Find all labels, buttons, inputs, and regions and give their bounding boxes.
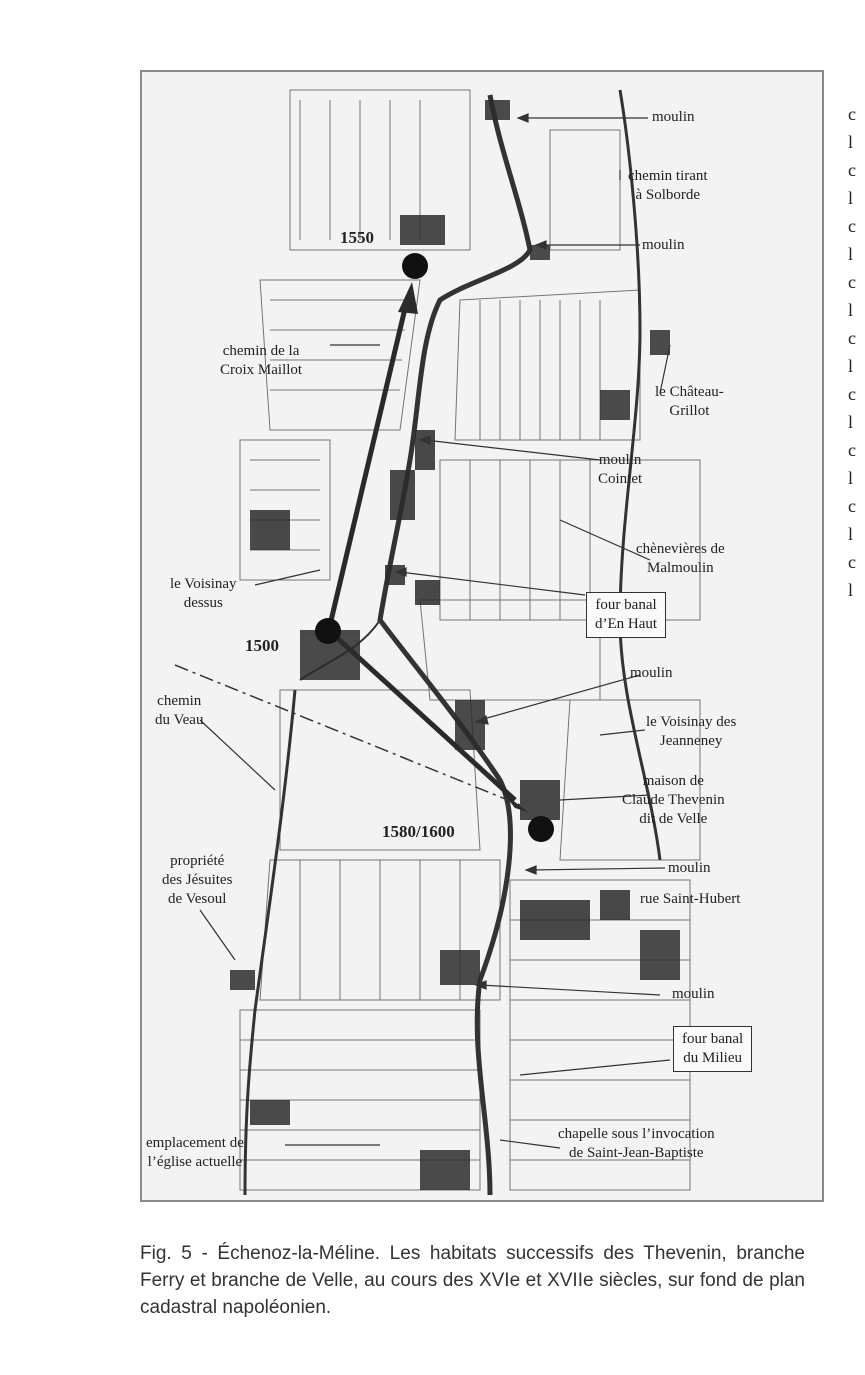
edge-char: c	[848, 272, 856, 292]
edge-char: c	[848, 552, 856, 572]
edge-char: l	[848, 468, 854, 488]
label-chateau-grillot	[655, 383, 724, 421]
label-voisinay-jeanneney	[646, 713, 736, 751]
label-chapelle	[558, 1125, 715, 1163]
label-voisinay-dessus-line1: le Voisinay	[170, 576, 237, 592]
label-four-banal-milieu	[673, 1026, 752, 1072]
edge-char: l	[848, 188, 854, 208]
label-croix-maillot-line2: Croix Maillot	[220, 362, 303, 378]
label-chemin-veau	[155, 692, 203, 730]
label-moulin-cointet-line1: moulin	[598, 452, 642, 468]
edge-char: l	[848, 300, 854, 320]
label-four-banal-milieu-line1: four banal	[682, 1031, 744, 1047]
edge-char: l	[848, 356, 854, 376]
label-eglise	[146, 1134, 244, 1172]
label-four-banal-milieu-line2: du Milieu	[683, 1050, 742, 1066]
label-voisinay-dessus-line2: dessus	[183, 595, 223, 611]
label-four-banal-haut-line1: four banal	[595, 597, 657, 613]
label-jesuites-line3: de Vesoul	[167, 891, 227, 907]
label-chemin-solborde-line2: à Solborde	[635, 187, 701, 203]
edge-char: c	[848, 160, 856, 180]
year-label-1580: 1580/1600	[382, 822, 455, 841]
label-chenevieres-line2: Malmoulin	[647, 560, 714, 576]
label-moulin-4: moulin	[668, 860, 711, 876]
label-maison-thevenin-line3: dit de Velle	[639, 811, 708, 827]
cropped-adjacent-text	[848, 100, 865, 604]
label-chemin-veau-line2: du Veau	[155, 712, 204, 728]
label-chapelle-line1: chapelle sous l’invocation	[558, 1126, 715, 1142]
label-chateau-grillot-line2: Grillot	[669, 403, 710, 419]
label-chenevieres-line1: chènevières de	[636, 541, 725, 557]
label-moulin-2: moulin	[642, 237, 685, 253]
label-moulin-north: moulin	[652, 109, 695, 125]
label-voisinay-dessus	[170, 575, 237, 613]
label-chenevieres	[636, 540, 725, 578]
label-croix-maillot-line1: chemin de la	[222, 343, 300, 359]
edge-char: l	[848, 524, 854, 544]
label-four-banal-haut-line2: d’En Haut	[595, 616, 658, 632]
edge-char: l	[848, 132, 854, 152]
edge-char: c	[848, 216, 856, 236]
label-jesuites	[162, 852, 232, 909]
edge-char: l	[848, 580, 854, 600]
label-maison-thevenin	[622, 772, 725, 829]
label-chateau-grillot-line1: le Château-	[655, 384, 724, 400]
label-chemin-veau-line1: chemin	[157, 693, 202, 709]
edge-char: c	[848, 328, 856, 348]
label-chapelle-line2: de Saint-Jean-Baptiste	[569, 1145, 704, 1161]
label-moulin-cointet-line2: Cointet	[598, 471, 643, 487]
label-maison-thevenin-line2: Claude Thevenin	[622, 792, 725, 808]
label-jesuites-line2: des Jésuites	[162, 872, 233, 888]
edge-char: l	[848, 244, 854, 264]
habitat-dot-1550	[402, 253, 428, 279]
habitat-dot-1500	[315, 618, 341, 644]
label-eglise-line2: l’église actuelle	[147, 1154, 243, 1170]
edge-char: c	[848, 104, 856, 124]
label-croix-maillot	[220, 342, 302, 380]
label-voisinay-jeanneney-line2: Jeanneney	[659, 733, 723, 749]
label-jesuites-line1: propriété	[170, 853, 225, 869]
habitat-dot-1580	[528, 816, 554, 842]
label-chemin-solborde	[628, 167, 708, 205]
edge-char: l	[848, 412, 854, 432]
year-label-1550: 1550	[340, 228, 374, 247]
figure-caption: Fig. 5 - Échenoz-la-Méline. Les habitats successifs des Thevenin, branche Ferry et branche de Velle, au cours des XVIe et XVIIe siècles, sur fond de plan cadastral napoléonien.	[140, 1243, 805, 1318]
label-eglise-line1: emplacement de	[146, 1135, 244, 1151]
edge-char: c	[848, 384, 856, 404]
label-voisinay-jeanneney-line1: le Voisinay des	[646, 714, 737, 730]
label-chemin-solborde-line1: chemin tirant	[628, 168, 708, 184]
edge-char: c	[848, 496, 856, 516]
label-four-banal-haut	[586, 592, 666, 638]
label-rue-saint-hubert: rue Saint-Hubert	[640, 891, 741, 907]
year-label-1500: 1500	[245, 636, 279, 655]
migration-arrows	[330, 282, 528, 812]
label-moulin-3: moulin	[630, 665, 673, 681]
label-moulin-cointet	[598, 451, 642, 489]
label-maison-thevenin-line1: maison de	[642, 773, 704, 789]
buildings	[230, 100, 680, 1190]
label-moulin-5: moulin	[672, 986, 715, 1002]
edge-char: c	[848, 440, 856, 460]
